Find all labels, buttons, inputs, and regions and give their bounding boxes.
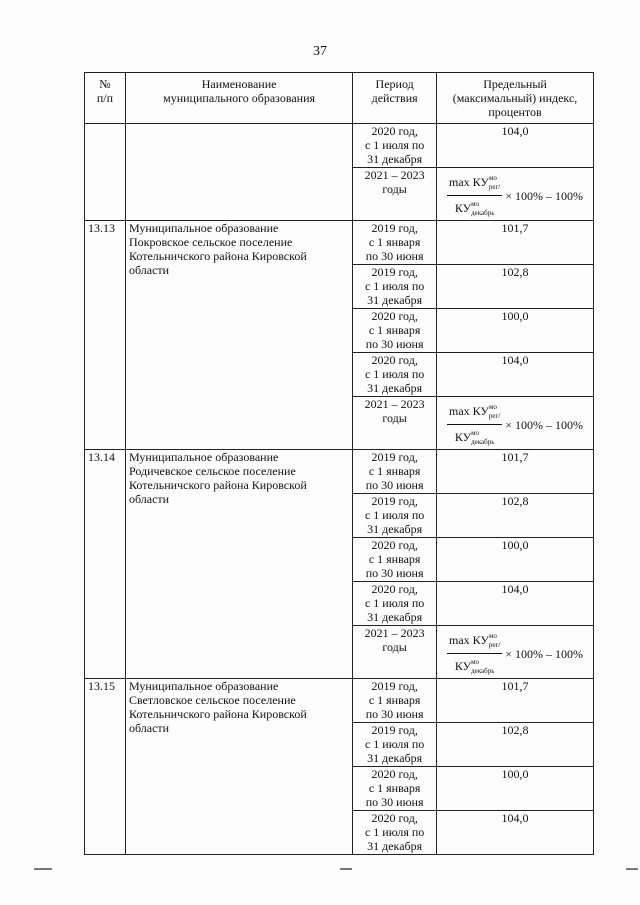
header-index: Предельный (максимальный) индекс, процентов <box>437 73 594 124</box>
num-cell: 13.15 <box>85 679 126 855</box>
scan-mark <box>626 868 638 870</box>
period-cell: 2020 год, с 1 июля по 31 декабря <box>353 353 437 397</box>
scan-mark <box>34 868 52 870</box>
table-row <box>85 450 594 494</box>
page-number: 37 <box>313 44 327 59</box>
table-row <box>85 221 594 265</box>
index-cell: 104,0 <box>437 811 594 855</box>
index-cell: 102,8 <box>437 265 594 309</box>
header-name: Наименование муниципального образования <box>125 73 352 124</box>
num-cell: 13.14 <box>85 450 126 679</box>
period-cell: 2020 год, с 1 января по 30 июня <box>353 767 437 811</box>
header-period: Период действия <box>353 73 437 124</box>
table-body <box>85 124 594 855</box>
tariff-index-table <box>84 72 594 855</box>
table-header-row <box>85 73 594 124</box>
period-cell: 2020 год, с 1 июля по 31 декабря <box>353 811 437 855</box>
num-cell <box>85 124 126 221</box>
index-formula: $\frac{\max КУ^{мо}_{рег/}}{КУ^{мо}_{декабрь}}$ × 100% – 100% <box>440 171 590 220</box>
index-cell: 102,8 <box>437 494 594 538</box>
period-cell: 2019 год, с 1 июля по 31 декабря <box>353 494 437 538</box>
index-formula: $\frac{\max КУ^{мо}_{рег/}}{КУ^{мо}_{декабрь}}$ × 100% – 100% <box>440 629 590 678</box>
period-cell: 2020 год, с 1 января по 30 июня <box>353 309 437 353</box>
period-cell: 2020 год, с 1 января по 30 июня <box>353 538 437 582</box>
period-cell: 2019 год, с 1 января по 30 июня <box>353 679 437 723</box>
index-cell <box>437 168 594 221</box>
index-cell: 100,0 <box>437 538 594 582</box>
municipality-name-cell: Муниципальное образование Родичевское сельское поселение Котельничского района Кировской области <box>125 450 352 679</box>
index-cell <box>437 626 594 679</box>
table-row <box>85 124 594 168</box>
name-cell <box>125 124 352 221</box>
index-cell: 101,7 <box>437 221 594 265</box>
table-row <box>85 679 594 723</box>
index-cell: 104,0 <box>437 353 594 397</box>
period-cell: 2021 – 2023 годы <box>353 397 437 450</box>
period-cell: 2019 год, с 1 января по 30 июня <box>353 450 437 494</box>
header-num: № п/п <box>85 73 126 124</box>
period-cell: 2019 год, с 1 января по 30 июня <box>353 221 437 265</box>
period-cell: 2020 год, с 1 июля по 31 декабря <box>353 124 437 168</box>
index-cell: 101,7 <box>437 679 594 723</box>
index-cell: 100,0 <box>437 309 594 353</box>
index-cell <box>437 397 594 450</box>
municipality-name-cell: Муниципальное образование Покровское сельское поселение Котельничского района Кировской области <box>125 221 352 450</box>
period-cell: 2019 год, с 1 июля по 31 декабря <box>353 723 437 767</box>
index-cell: 101,7 <box>437 450 594 494</box>
index-cell: 104,0 <box>437 124 594 168</box>
period-cell: 2020 год, с 1 июля по 31 декабря <box>353 582 437 626</box>
index-cell: 104,0 <box>437 582 594 626</box>
scan-mark <box>340 868 352 870</box>
period-cell: 2019 год, с 1 июля по 31 декабря <box>353 265 437 309</box>
index-cell: 102,8 <box>437 723 594 767</box>
municipality-name-cell: Муниципальное образование Светловское сельское поселение Котельничского района Кировской области <box>125 679 352 855</box>
index-formula: $\frac{\max КУ^{мо}_{рег/}}{КУ^{мо}_{декабрь}}$ × 100% – 100% <box>440 400 590 449</box>
index-cell: 100,0 <box>437 767 594 811</box>
period-cell: 2021 – 2023 годы <box>353 626 437 679</box>
period-cell: 2021 – 2023 годы <box>353 168 437 221</box>
num-cell: 13.13 <box>85 221 126 450</box>
